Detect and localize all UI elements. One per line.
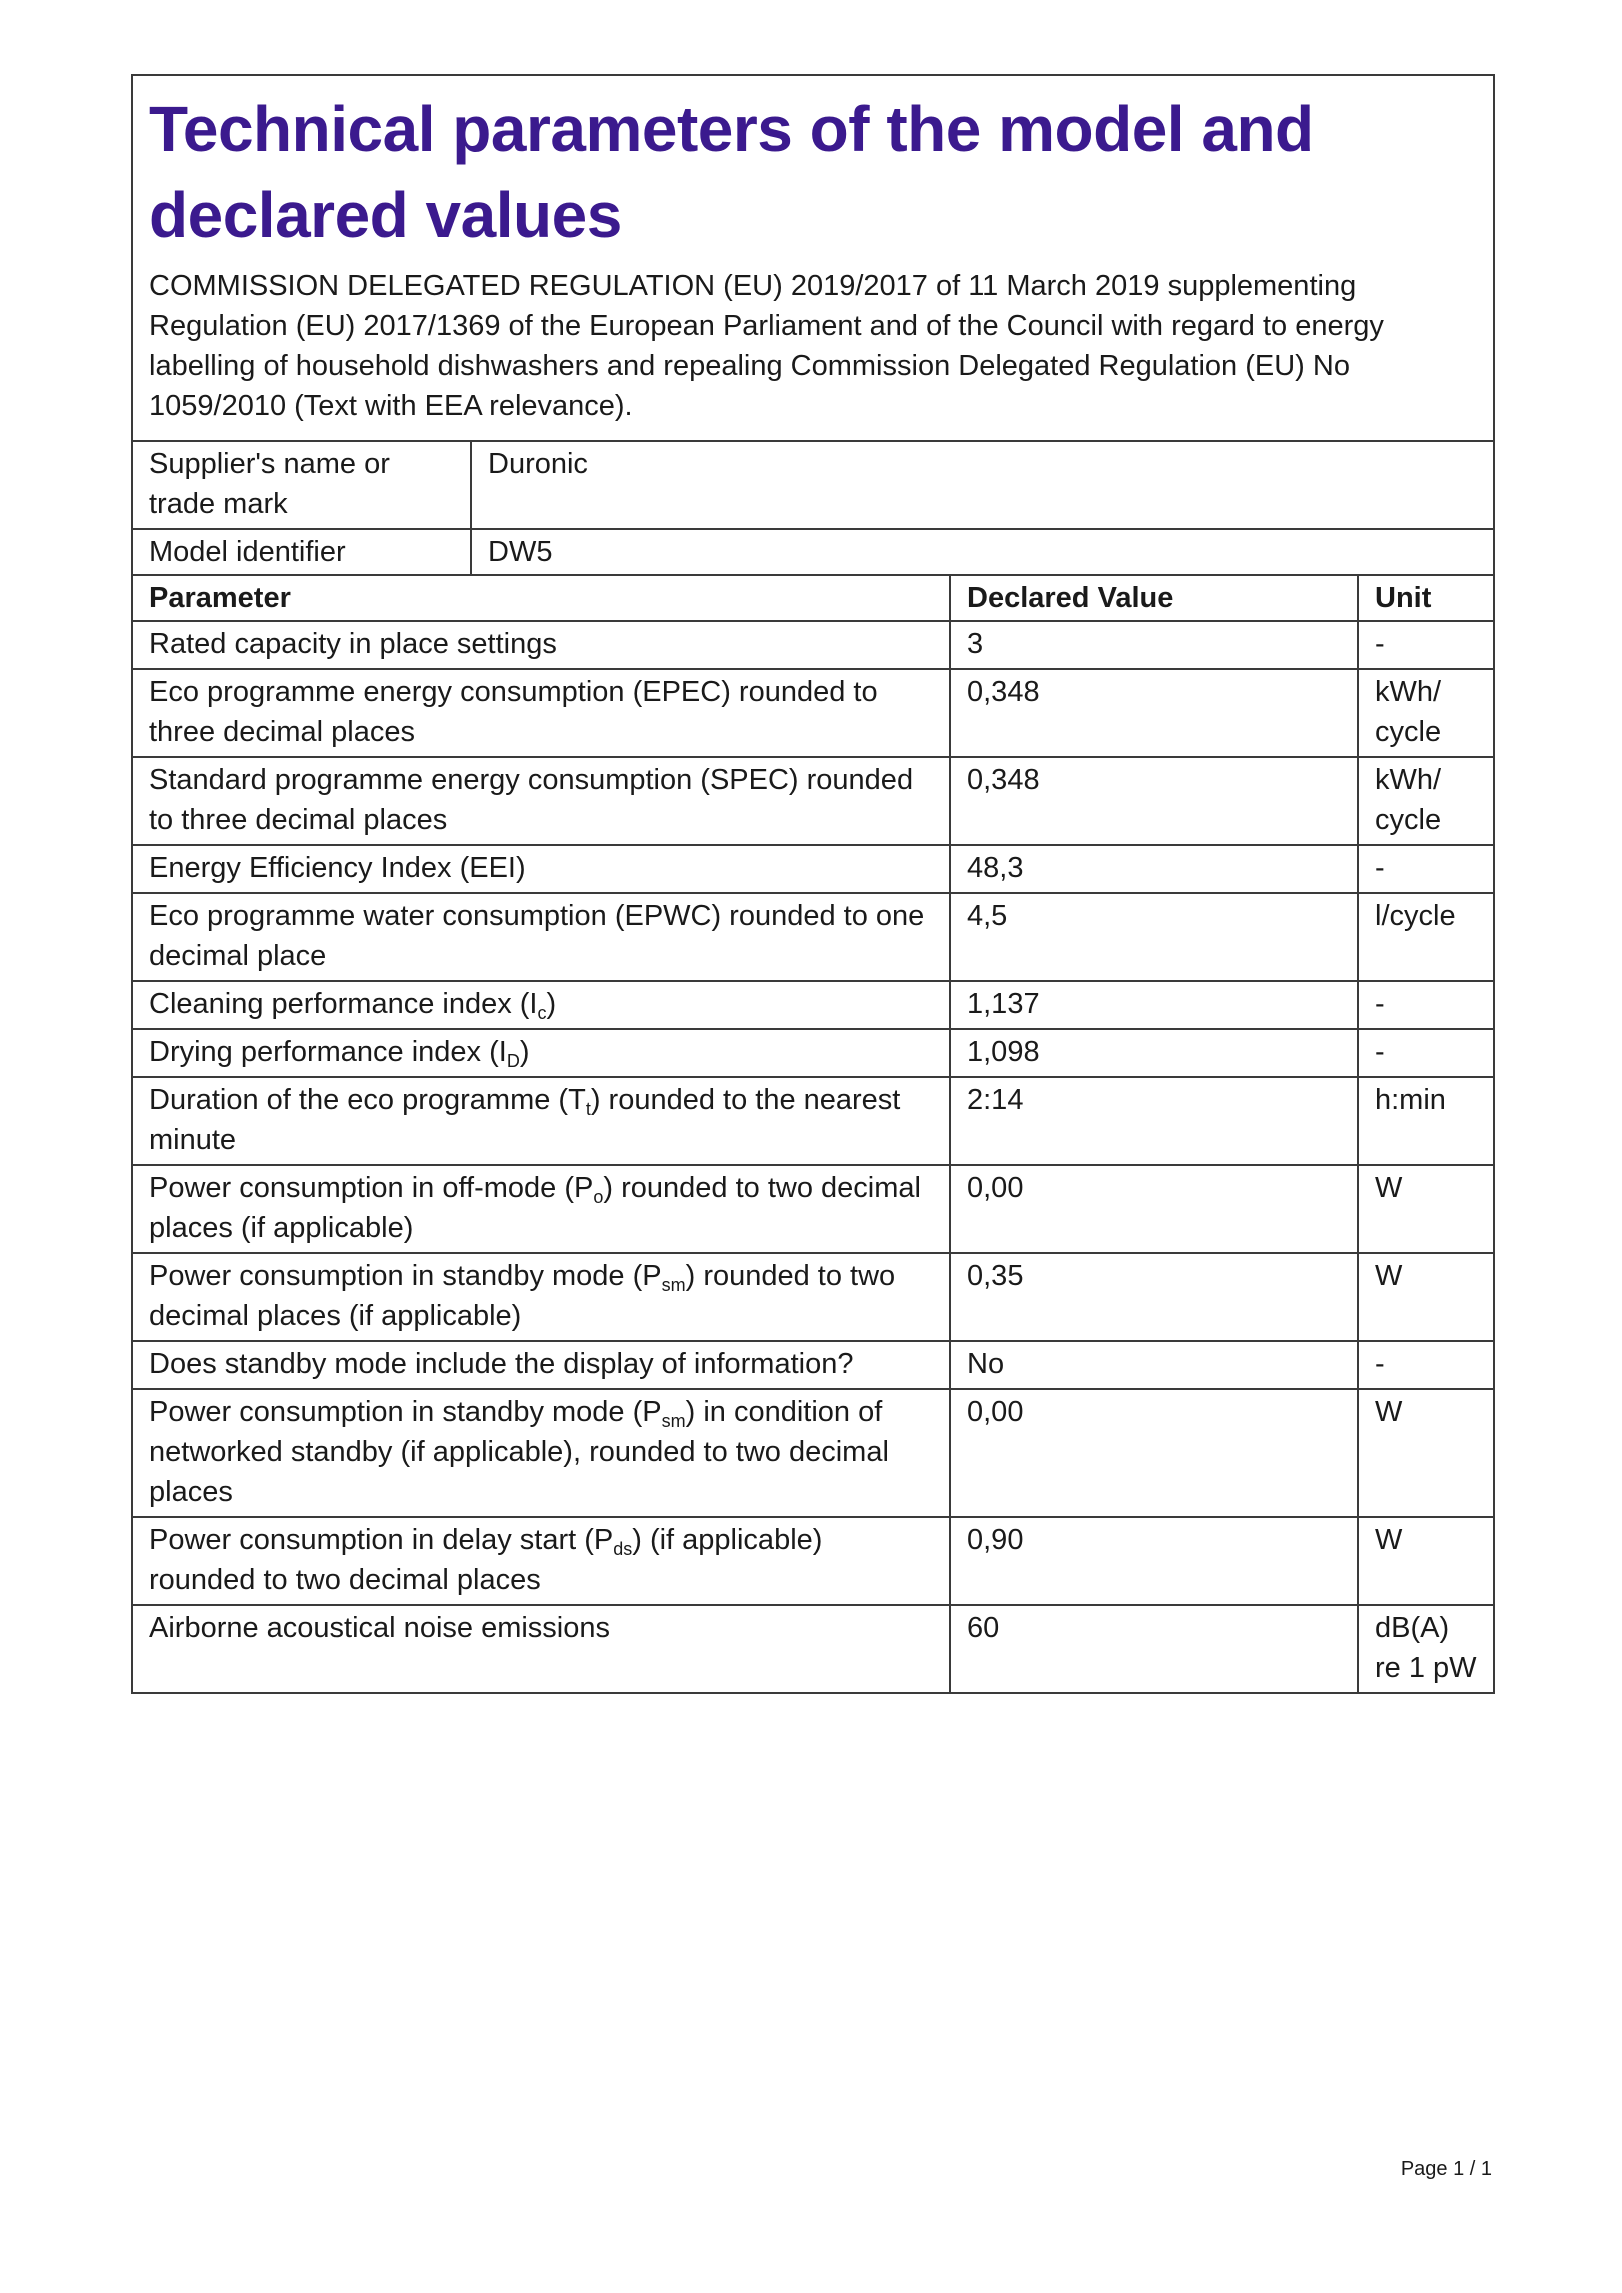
table-row [132,1605,1494,1693]
column-header-row [132,575,1494,621]
parameter-text: Power consumption in delay start (P [149,1524,614,1556]
supplier-label: Supplier's name or trade mark [132,441,471,529]
unit-cell: - [1358,981,1494,1029]
table-row [132,1077,1494,1165]
page-number: Page 1 / 1 [1400,2158,1492,2180]
table-row [132,1253,1494,1341]
parameter-subscript: sm [661,1411,686,1431]
unit-cell: kWh/ cycle [1358,669,1494,757]
unit-cell: W [1358,1253,1494,1341]
table-row [132,1517,1494,1605]
declared-value-cell: 0,35 [950,1253,1358,1341]
parameter-cell [132,1077,950,1165]
declared-value-cell: 48,3 [950,845,1358,893]
document-page [131,74,1493,1694]
parameter-cell: Standard programme energy consumption (SPEC) rounded to three decimal places [132,757,950,845]
parameter-text: ) rounded to the nearest minute [149,1084,901,1156]
header-row [132,75,1494,441]
parameter-cell: Does standby mode include the display of information? [132,1341,950,1389]
declared-value-cell: 1,098 [950,1029,1358,1077]
unit-cell: - [1358,845,1494,893]
declared-value-cell: 1,137 [950,981,1358,1029]
parameter-subscript: t [585,1099,591,1119]
model-row [132,529,1494,575]
table-row [132,669,1494,757]
parameter-header: Parameter [132,575,950,621]
unit-cell: - [1358,621,1494,669]
parameter-text: ) [546,988,557,1020]
parameter-cell [132,981,950,1029]
table-row [132,1341,1494,1389]
parameter-cell: Eco programme water consumption (EPWC) rounded to one decimal place [132,893,950,981]
table-row [132,981,1494,1029]
parameter-cell: Rated capacity in place settings [132,621,950,669]
declared-value-cell: 0,00 [950,1389,1358,1517]
unit-cell: - [1358,1341,1494,1389]
unit-cell: h:min [1358,1077,1494,1165]
declared-value-cell: 0,348 [950,757,1358,845]
parameter-text: Power consumption in standby mode (P [149,1396,662,1428]
parameter-cell: Airborne acoustical noise emissions [132,1605,950,1693]
declared-value-cell: No [950,1341,1358,1389]
unit-cell: W [1358,1389,1494,1517]
table-row [132,1029,1494,1077]
supplier-value: Duronic [471,441,1494,529]
model-label: Model identifier [132,529,471,575]
parameter-subscript: c [537,1003,547,1023]
declared-value-cell: 4,5 [950,893,1358,981]
table-row [132,845,1494,893]
unit-cell: - [1358,1029,1494,1077]
unit-cell: kWh/ cycle [1358,757,1494,845]
declared-value-cell: 0,00 [950,1165,1358,1253]
supplier-row [132,441,1494,529]
unit-cell: dB(A) re 1 pW [1358,1605,1494,1693]
parameter-subscript: o [593,1187,604,1207]
unit-cell: l/cycle [1358,893,1494,981]
regulation-text: COMMISSION DELEGATED REGULATION (EU) 2019/2017 of 11 March 2019 supplementing Regulation (EU) 2017/1369 of the European Parliament and of the Council with regard to energy labelling of household dishwashers and repealing Commission Delegated Regulation (EU) No 1059/2010 (Text with EEA relevance). [149,270,1384,422]
table-row [132,757,1494,845]
parameter-cell [132,1029,950,1077]
header-cell [132,75,1494,441]
unit-header: Unit [1358,575,1494,621]
parameter-subscript: D [506,1051,520,1071]
declared-value-cell: 0,90 [950,1517,1358,1605]
declared-value-header: Declared Value [950,575,1358,621]
page-title: Technical parameters of the model and declared values [149,93,1314,251]
table-row [132,1389,1494,1517]
parameter-cell [132,1165,950,1253]
parameter-cell: Eco programme energy consumption (EPEC) rounded to three decimal places [132,669,950,757]
parameter-rows [132,621,1494,1693]
parameter-text: Power consumption in standby mode (P [149,1260,662,1292]
parameter-cell [132,1389,950,1517]
parameter-cell [132,1253,950,1341]
model-value: DW5 [471,529,1494,575]
unit-cell: W [1358,1517,1494,1605]
parameter-subscript: sm [661,1275,686,1295]
parameters-table [131,74,1495,1694]
parameter-text: ) [519,1036,530,1068]
unit-cell: W [1358,1165,1494,1253]
table-row [132,1165,1494,1253]
parameter-text: ) rounded to two decimal places (if applicable) [149,1260,896,1332]
parameter-text: Drying performance index (I [149,1036,507,1068]
declared-value-cell: 3 [950,621,1358,669]
parameter-subscript: ds [613,1539,633,1559]
parameter-text: ) (if applicable) rounded to two decimal places [149,1524,823,1596]
table-row [132,893,1494,981]
declared-value-cell: 0,348 [950,669,1358,757]
parameter-cell: Energy Efficiency Index (EEI) [132,845,950,893]
parameter-text: ) in condition of networked standby (if applicable), rounded to two decimal places [149,1396,889,1508]
parameter-text: Duration of the eco programme (T [149,1084,586,1116]
declared-value-cell: 2:14 [950,1077,1358,1165]
parameter-cell [132,1517,950,1605]
parameter-text: Power consumption in off-mode (P [149,1172,594,1204]
parameter-text: ) rounded to two decimal places (if applicable) [149,1172,921,1244]
table-row [132,621,1494,669]
parameter-text: Cleaning performance index (I [149,988,538,1020]
declared-value-cell: 60 [950,1605,1358,1693]
